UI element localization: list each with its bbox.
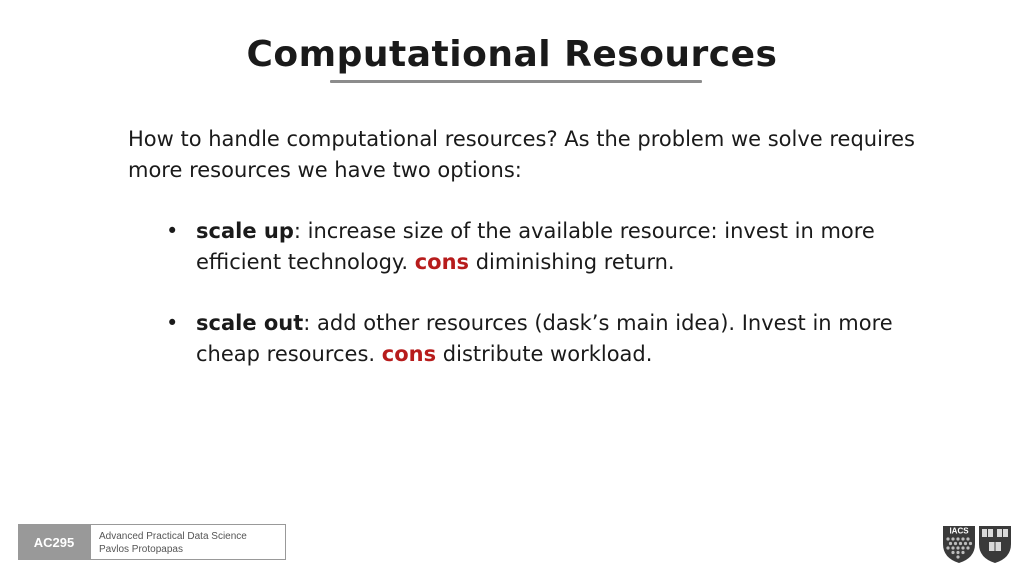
iacs-shield-icon — [943, 526, 975, 563]
bullet-term: scale out — [196, 311, 304, 335]
cons-label: cons — [414, 250, 470, 274]
bullet-item-scale-out — [160, 308, 920, 370]
bullet-text: diminishing return. — [469, 250, 675, 274]
harvard-shield-icon — [979, 526, 1011, 563]
course-info-box — [90, 524, 286, 560]
bullet-list — [160, 216, 920, 400]
course-code-badge: AC295 — [18, 524, 90, 560]
title-underline — [330, 80, 702, 83]
logo-text: IACS — [949, 526, 969, 536]
bullet-text: distribute workload. — [436, 342, 653, 366]
iacs-harvard-logo — [942, 524, 1012, 564]
bullet-text: : increase size of the available resource: invest in more efficient technology. — [196, 219, 875, 274]
slide-title: Computational Resources — [246, 34, 778, 75]
bullet-icon: • — [166, 311, 179, 335]
cons-label: cons — [381, 342, 437, 366]
bullet-item-scale-up — [160, 216, 920, 278]
bullet-text: : add other resources (dask’s main idea). Invest in more cheap resources. — [196, 311, 893, 366]
intro-paragraph: How to handle computational resources? As the problem we solve requires more resources we have two options: — [128, 127, 915, 182]
instructor-name: Pavlos Protopapas — [99, 544, 183, 555]
bullet-icon: • — [166, 219, 179, 243]
course-name: Advanced Practical Data Science — [99, 531, 247, 542]
bullet-term: scale up — [196, 219, 294, 243]
